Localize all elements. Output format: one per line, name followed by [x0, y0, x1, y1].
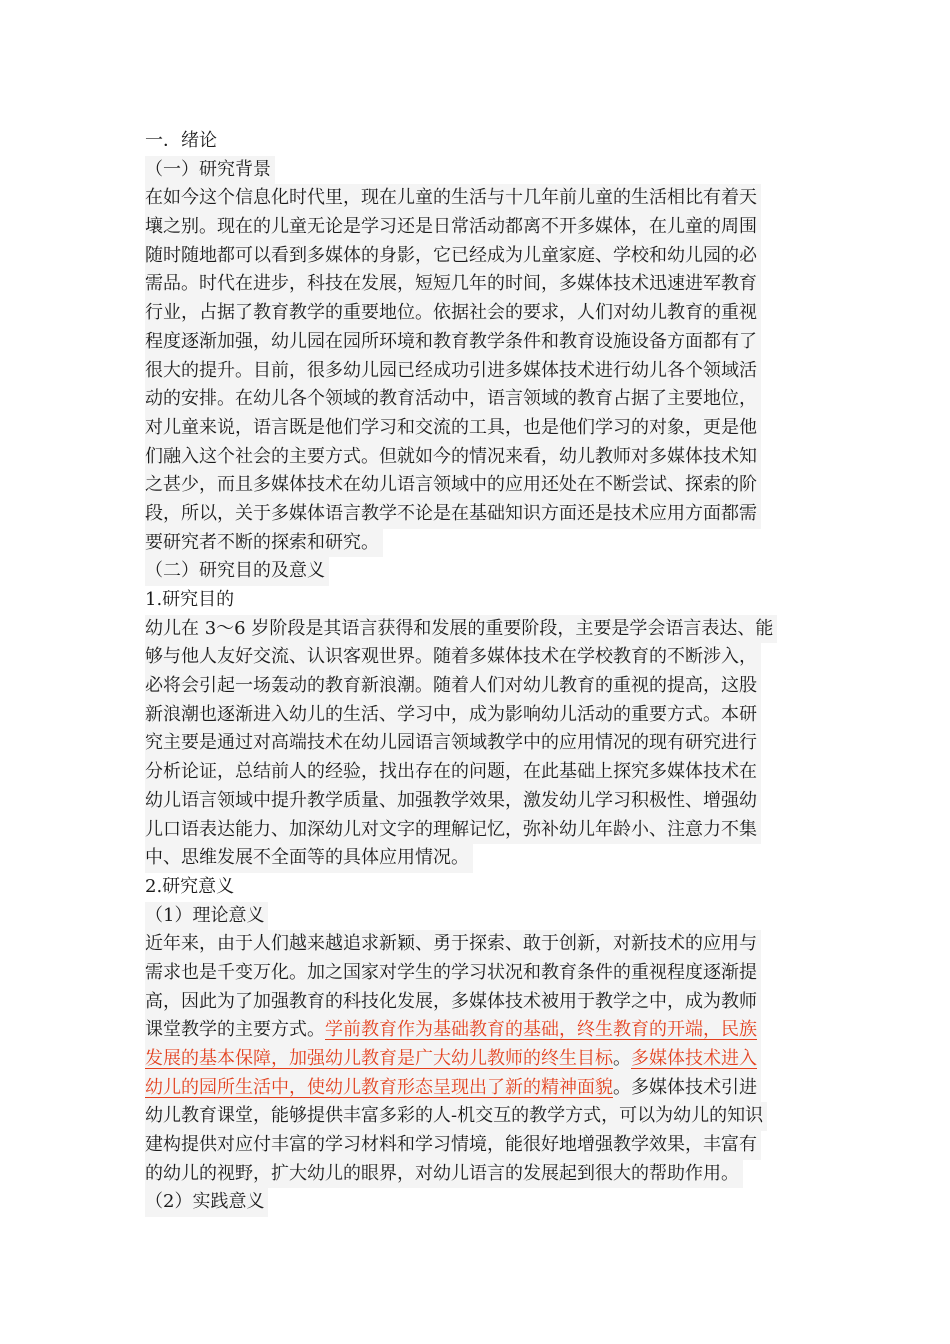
paragraph-line — [145, 443, 809, 472]
paragraph-line — [145, 1045, 809, 1074]
text-line: 要研究者不断的探索和研究。 — [145, 529, 383, 558]
text-line: 分析论证，总结前人的经验，找出存在的问题，在此基础上探究多媒体技术在 — [145, 758, 761, 787]
paragraph-line — [145, 1160, 809, 1189]
paragraph-line — [145, 988, 809, 1017]
paragraph-line — [145, 1102, 809, 1131]
paragraph-line — [145, 500, 809, 529]
section-heading — [145, 557, 809, 586]
text-line: 们融入这个社会的主要方式。但就如今的情况来看，幼儿教师对多媒体技术知 — [145, 443, 761, 472]
text-line: 新浪潮也逐渐进入幼儿的生活、学习中，成为影响幼儿活动的重要方式。本研 — [145, 701, 761, 730]
subsection-heading-text: 1.研究目的 — [145, 589, 235, 610]
paragraph-line — [145, 701, 809, 730]
chapter-heading-text: 一．绪论 — [145, 130, 217, 151]
text-line: 随时随地都可以看到多媒体的身影，它已经成为儿童家庭、学校和幼儿园的必 — [145, 242, 761, 271]
paragraph-line — [145, 529, 809, 558]
section-heading-text: （二）研究目的及意义 — [145, 557, 329, 586]
paragraph-line — [145, 357, 809, 386]
text-line: 幼儿语言领域中提升教学质量、加强教学效果，激发幼儿学习积极性、增强幼 — [145, 787, 761, 816]
text-line: 建构提供对应付丰富的学习材料和学习情境，能很好地增强教学效果，丰富有 — [145, 1131, 761, 1160]
text-line: 程度逐渐加强，幼儿园在园所环境和教育教学条件和教育设施设备方面都有了 — [145, 328, 761, 357]
paragraph-line — [145, 1074, 809, 1103]
paragraph-line — [145, 844, 809, 873]
paragraph-line — [145, 758, 809, 787]
text-line: 近年来，由于人们越来越追求新颖、勇于探索、敢于创新，对新技术的应用与 — [145, 930, 761, 959]
chapter-heading — [145, 127, 809, 156]
citation-link[interactable]: 多媒体技术进入 — [631, 1048, 757, 1069]
subsection-heading — [145, 586, 809, 615]
paragraph-line — [145, 959, 809, 988]
paragraph-line — [145, 471, 809, 500]
citation-link[interactable]: 学前教育作为基础教育的基础，终生教育的开端，民族 — [325, 1019, 757, 1041]
section-heading-text: （一）研究背景 — [145, 156, 275, 185]
text-line: 之甚少，而且多媒体技术在幼儿语言领域中的应用还处在不断尝试、探索的阶 — [145, 471, 761, 500]
text-line: 需品。时代在进步，科技在发展，短短几年的时间，多媒体技术迅速进军教育 — [145, 270, 761, 299]
text-line: 很大的提升。目前，很多幼儿园已经成功引进多媒体技术进行幼儿各个领域活 — [145, 357, 761, 386]
text-line: 幼儿教育课堂，能够提供丰富多彩的人-机交互的教学方式，可以为幼儿的知识 — [145, 1102, 767, 1131]
text-line: 壤之别。现在的儿童无论是学习还是日常活动都离不开多媒体，在儿童的周围 — [145, 213, 761, 242]
paragraph-line — [145, 672, 809, 701]
text-line: 儿口语表达能力、加深幼儿对文字的理解记忆，弥补幼儿年龄小、注意力不集 — [145, 816, 761, 845]
text-line: 高，因此为了加强教育的科技化发展，多媒体技术被用于教学之中，成为教师 — [145, 988, 761, 1017]
document-body — [145, 127, 809, 1217]
text-line: 需求也是千变万化。加之国家对学生的学习状况和教育条件的重视程度逐渐提 — [145, 959, 761, 988]
paragraph-line — [145, 615, 809, 644]
text-line: 的幼儿的视野，扩大幼儿的眼界，对幼儿语言的发展起到很大的帮助作用。 — [145, 1160, 743, 1189]
text-line: 幼儿在 3～6 岁阶段是其语言获得和发展的重要阶段，主要是学会语言表达、能 — [145, 615, 777, 644]
paragraph-line — [145, 414, 809, 443]
paragraph-line — [145, 184, 809, 213]
text-line: 段，所以，关于多媒体语言教学不论是在基础知识方面还是技术应用方面都需 — [145, 500, 761, 529]
paragraph-line — [145, 816, 809, 845]
text-line: 究主要是通过对高端技术在幼儿园语言领域教学中的应用情况的现有研究进行 — [145, 729, 761, 758]
paragraph-line — [145, 787, 809, 816]
sub-subsection-heading — [145, 1188, 809, 1217]
paragraph-line — [145, 385, 809, 414]
text-line: 动的安排。在幼儿各个领域的教育活动中，语言领域的教育占据了主要地位， — [145, 385, 761, 414]
paragraph-line — [145, 930, 809, 959]
subsection-heading — [145, 873, 809, 902]
text-line: 够与他人友好交流、认识客观世界。随着多媒体技术在学校教育的不断涉入， — [145, 643, 761, 672]
text-line: 必将会引起一场轰动的教育新浪潮。随着人们对幼儿教育的重视的提高，这股 — [145, 672, 761, 701]
mixed-line — [145, 1045, 761, 1074]
text-segment: 课堂教学的主要方式。 — [145, 1019, 325, 1041]
text-line: 行业，占据了教育教学的重要地位。依据社会的要求，人们对幼儿教育的重视 — [145, 299, 761, 328]
paragraph-line — [145, 299, 809, 328]
text-line: 对儿童来说，语言既是他们学习和交流的工具，也是他们学习的对象，更是他 — [145, 414, 761, 443]
sub-subsection-heading-text: （2）实践意义 — [145, 1188, 268, 1217]
paragraph-line — [145, 729, 809, 758]
text-line: 中、思维发展不全面等的具体应用情况。 — [145, 844, 473, 873]
citation-link[interactable]: 发展的基本保障，加强幼儿教育是广大幼儿教师的终生目标 — [145, 1048, 613, 1069]
sub-subsection-heading — [145, 902, 809, 931]
sub-subsection-heading-text: （1）理论意义 — [145, 902, 268, 931]
paragraph-line — [145, 213, 809, 242]
paragraph-line — [145, 1016, 809, 1045]
text-segment: 。多媒体技术引进 — [613, 1076, 757, 1098]
paragraph-line — [145, 1131, 809, 1160]
text-line: 在如今这个信息化时代里，现在儿童的生活与十几年前儿童的生活相比有着天 — [145, 184, 761, 213]
paragraph-line — [145, 643, 809, 672]
citation-link[interactable]: 幼儿的园所生活中，使幼儿教育形态呈现出了新的精神面貌 — [145, 1076, 613, 1098]
mixed-line — [145, 1016, 761, 1045]
paragraph-line — [145, 328, 809, 357]
paragraph-line — [145, 242, 809, 271]
mixed-line — [145, 1074, 761, 1103]
paragraph-line — [145, 270, 809, 299]
section-heading-background — [145, 156, 809, 185]
text-segment: 。 — [613, 1048, 631, 1069]
subsection-heading-text: 2.研究意义 — [145, 875, 235, 897]
